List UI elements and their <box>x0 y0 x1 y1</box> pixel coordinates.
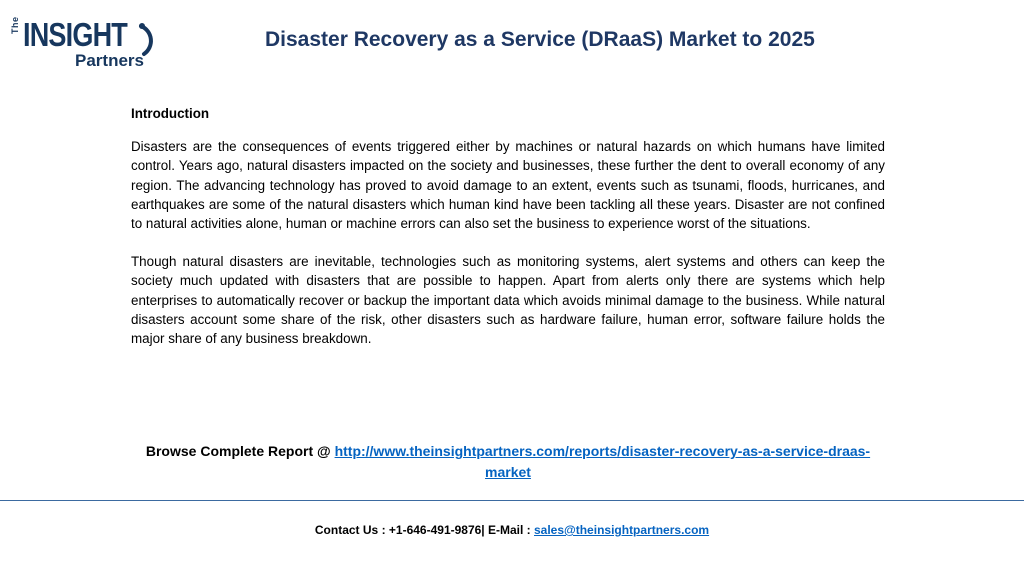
browse-report <box>131 441 885 483</box>
footer-divider <box>0 500 1024 501</box>
introduction-heading: Introduction <box>131 106 210 121</box>
logo-insight-text: INSIGHT <box>23 16 128 53</box>
browse-label: Browse Complete Report @ <box>145 443 335 459</box>
logo-arc-icon <box>138 22 160 58</box>
contact-label: Contact Us : +1-646-491-9876| E-Mail : <box>314 523 534 537</box>
paragraph-1: Disasters are the consequences of events triggered either by machines or natural hazards on which humans have limited control. Years ago, natural disasters impacted on the society and businesses, these further the dent to overall economy of any region. The advancing technology has proved to avoid damage to an extent, events such as tsunami, floods, hurricanes, and earthquakes are some of the natural disasters which human kind have been tackling all these years. Disaster are not confined to natural activities alone, human or machine errors can also set the business to experience worst of the situations. <box>131 139 885 232</box>
main-content <box>131 104 885 367</box>
contact-info <box>0 523 1024 537</box>
paragraph-2: Though natural disasters are inevitable, technologies such as monitoring systems, alert systems and others can keep the society much updated with disasters that are possible to happen. Apart from alerts only there are systems which help enterprises to automatically recover or backup the important data which avoids minimal damage to the business. While natural disasters account some share of the risk, other disasters such as hardware failure, human error, software failure holds the major share of any business breakdown. <box>131 254 885 347</box>
logo-partners-text: Partners <box>75 51 144 70</box>
email-link[interactable]: sales@theinsightpartners.com <box>534 523 710 537</box>
logo-the-text: The <box>10 16 20 34</box>
company-logo <box>10 14 160 76</box>
page-title: Disaster Recovery as a Service (DRaaS) Market to 2025 <box>265 28 815 51</box>
report-link[interactable]: http://www.theinsightpartners.com/reports/disaster-recovery-as-a-service-draas-market <box>334 443 871 480</box>
